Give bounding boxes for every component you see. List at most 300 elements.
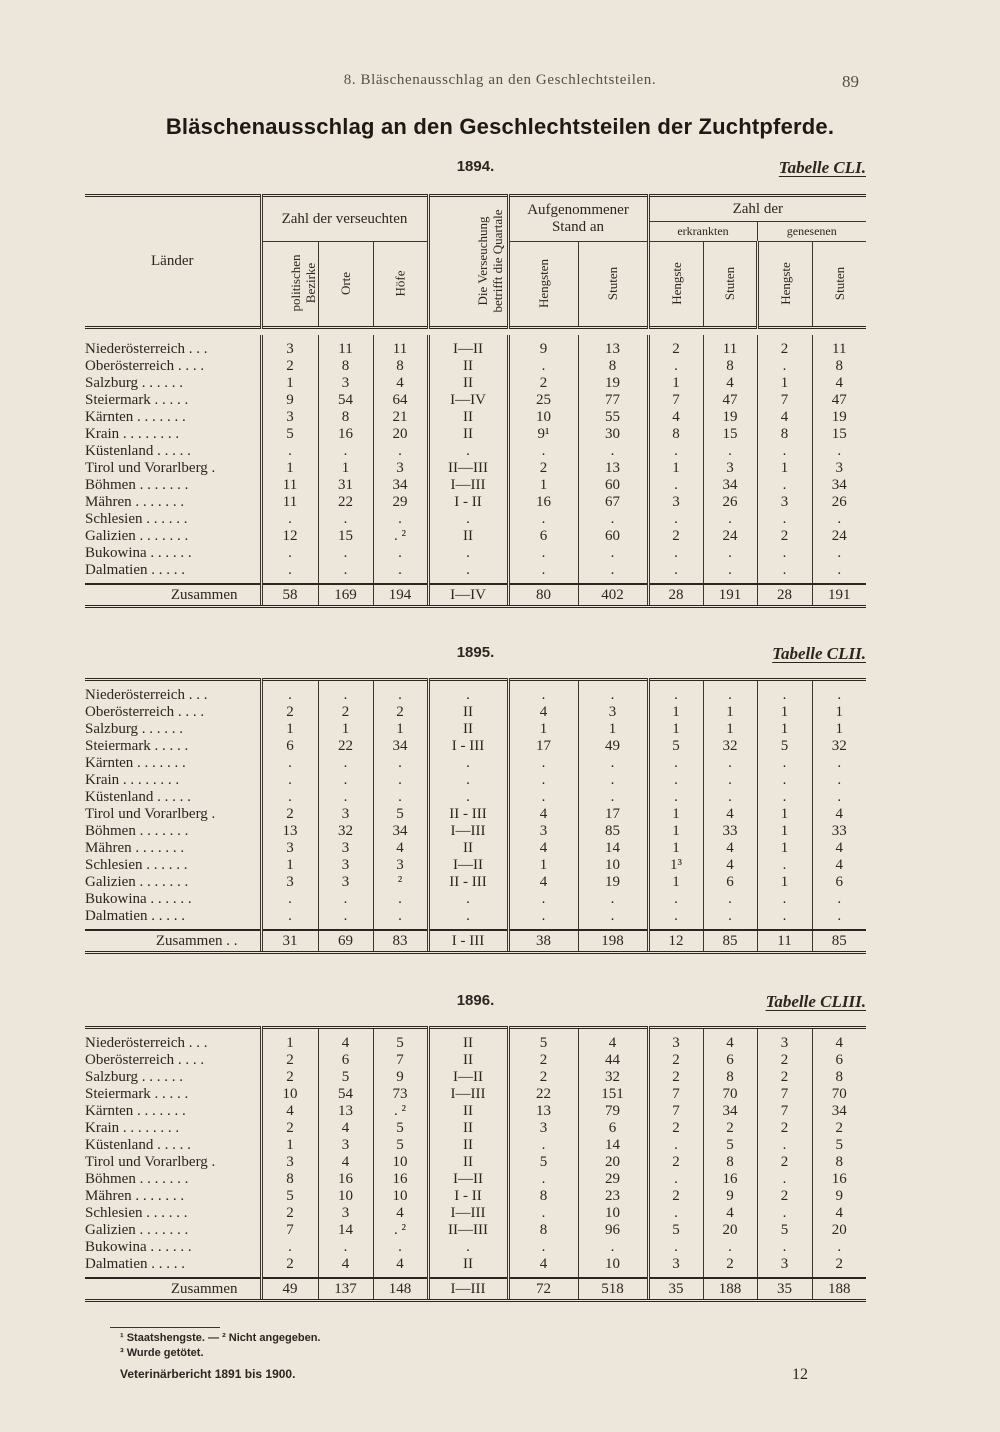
land-name: Schlesien . . . . . .	[85, 857, 188, 873]
land-name: Küstenland . . . . .	[85, 443, 191, 459]
table-cell: 13	[318, 1103, 373, 1120]
table-cell: 4	[703, 857, 757, 874]
table-cell: 33	[703, 823, 757, 840]
table-cell: .	[757, 477, 812, 494]
imprint: Veterinärbericht 1891 bis 1900.	[120, 1367, 296, 1381]
table-cell: 8	[757, 426, 812, 443]
table-cell: .	[648, 545, 703, 562]
header-genesene-stuten-text: Stuten	[831, 266, 847, 300]
table-cell: 3	[318, 1137, 373, 1154]
table-cell: 2	[703, 1256, 757, 1278]
table-cell: 26	[812, 494, 866, 511]
table-cell: 1	[508, 857, 578, 874]
table-cell: .	[757, 1137, 812, 1154]
table-cell: I - III	[428, 738, 508, 755]
table-cell: 32	[578, 1069, 648, 1086]
table-cell: 169	[318, 584, 373, 607]
table-cell: 3	[318, 857, 373, 874]
table-row	[85, 789, 866, 806]
table-cell: .	[648, 358, 703, 375]
table-cell: .	[261, 1239, 318, 1256]
table-cell: .	[648, 755, 703, 772]
table-cell: .	[812, 511, 866, 528]
land-name: Küstenland . . . . .	[85, 789, 191, 805]
table-cell: 3	[261, 335, 318, 358]
table-cell: .	[508, 511, 578, 528]
table-cell: II	[428, 1154, 508, 1171]
table-cell: 6	[508, 528, 578, 545]
table-row	[85, 443, 866, 460]
table-cell: 9	[373, 1069, 428, 1086]
table-cell: 1	[261, 375, 318, 392]
table-cell: 72	[508, 1278, 578, 1301]
land-name: Galizien . . . . . . .	[85, 528, 189, 544]
table-row	[85, 1028, 866, 1053]
table-cell: .	[703, 680, 757, 705]
table-cell: .	[373, 562, 428, 584]
table-cell: .	[703, 443, 757, 460]
table-cell: I—IV	[428, 392, 508, 409]
table-cell: 7	[261, 1222, 318, 1239]
table-cell: II—III	[428, 460, 508, 477]
table-cell: 2	[648, 1120, 703, 1137]
table-cell: .	[261, 562, 318, 584]
land-name: Schlesien . . . . . .	[85, 1205, 188, 1221]
land-name: Küstenland . . . . .	[85, 1137, 191, 1153]
land-name: Niederösterreich . . .	[85, 341, 208, 357]
table-cell: 194	[373, 584, 428, 607]
table-cell: 5	[508, 1154, 578, 1171]
table-cell: .	[261, 755, 318, 772]
table-cell: 1	[508, 721, 578, 738]
table-cell: .	[648, 772, 703, 789]
land-name: Oberösterreich . . . .	[85, 1052, 205, 1068]
table-cell: .	[373, 443, 428, 460]
table-cell: I—III	[428, 1086, 508, 1103]
table-cell: 28	[648, 584, 703, 607]
table-cell: 518	[578, 1278, 648, 1301]
table-cell: 14	[578, 840, 648, 857]
table-cell: 4	[508, 704, 578, 721]
table-cell: 5	[373, 1028, 428, 1053]
table-cell: 3	[373, 857, 428, 874]
header-quartale	[428, 196, 508, 328]
table-cell: 1	[508, 477, 578, 494]
table-row	[85, 1256, 866, 1278]
table-cell: 8	[578, 358, 648, 375]
table-cell: .	[703, 789, 757, 806]
table-cell: .	[261, 545, 318, 562]
table-row	[85, 562, 866, 584]
table-cell: 60	[578, 528, 648, 545]
land-name: Steiermark . . . . .	[85, 392, 189, 408]
table-cell: 2	[703, 1120, 757, 1137]
table-cell: .	[578, 1239, 648, 1256]
table-cell: II	[428, 1103, 508, 1120]
header-erkrankte-stuten	[703, 242, 757, 328]
table-cell: 16	[373, 1171, 428, 1188]
table-cell: 5	[373, 806, 428, 823]
table-cell: 15	[812, 426, 866, 443]
table-cell: I—II	[428, 1171, 508, 1188]
table-row	[85, 908, 866, 930]
table-cell: 2	[648, 335, 703, 358]
table-cell: 10	[373, 1188, 428, 1205]
table-cell: 3	[757, 1256, 812, 1278]
table-cell: 2	[508, 1052, 578, 1069]
table-cell: 3	[648, 1256, 703, 1278]
table-row	[85, 1222, 866, 1239]
land-name: Galizien . . . . . . .	[85, 1222, 189, 1238]
table-cell: 1	[261, 1028, 318, 1053]
table-cell: 1	[318, 721, 373, 738]
table-cell: 16	[812, 1171, 866, 1188]
table-cell: 13	[578, 335, 648, 358]
table-cell: .	[261, 891, 318, 908]
table-cell: I—III	[428, 477, 508, 494]
table-cell: I—II	[428, 857, 508, 874]
table-cell: 34	[812, 1103, 866, 1120]
table-cell: 4	[318, 1120, 373, 1137]
table-cell: .	[261, 511, 318, 528]
table-row	[85, 1052, 866, 1069]
land-name: Zusammen . .	[85, 930, 261, 953]
table-cell: II	[428, 721, 508, 738]
land-name: Mähren . . . . . . .	[85, 840, 185, 856]
header-stuten-text: Stuten	[605, 266, 621, 300]
table-cell: .	[703, 891, 757, 908]
table-cell: 5	[261, 426, 318, 443]
table-cell: 32	[812, 738, 866, 755]
table-cell: 58	[261, 584, 318, 607]
table-cell: 4	[757, 409, 812, 426]
table-cell: 3	[261, 1154, 318, 1171]
land-name: Bukowina . . . . . .	[85, 1239, 192, 1255]
table-cell: 3	[318, 874, 373, 891]
table-cell: .	[428, 562, 508, 584]
table-cell: 8	[261, 1171, 318, 1188]
table-cell: II—III	[428, 1222, 508, 1239]
table-cell: .	[812, 680, 866, 705]
land-name: Bukowina . . . . . .	[85, 891, 192, 907]
table-cell: 188	[812, 1278, 866, 1301]
table-cell: 2	[373, 704, 428, 721]
table-cell: .	[757, 772, 812, 789]
table-cell: 4	[812, 375, 866, 392]
table-row	[85, 721, 866, 738]
table-cell: 16	[318, 426, 373, 443]
table-cell: .	[508, 1137, 578, 1154]
table-cell: 31	[261, 930, 318, 953]
table-cell: .	[318, 443, 373, 460]
table-cell: 6	[703, 1052, 757, 1069]
table-cell: 1	[578, 721, 648, 738]
table-cell: 7	[373, 1052, 428, 1069]
header-genesene-hengste-text: Hengste	[777, 261, 793, 305]
table-cell: 3	[757, 494, 812, 511]
table-cell: 47	[812, 392, 866, 409]
table-cell: 9¹	[508, 426, 578, 443]
land-name: Krain . . . . . . . .	[85, 426, 180, 442]
table-cell: .	[578, 772, 648, 789]
table-cell: 4	[508, 874, 578, 891]
table-cell: .	[648, 1239, 703, 1256]
table-caption-1895	[85, 644, 866, 668]
table-cell: .	[508, 545, 578, 562]
table-cell: .	[578, 562, 648, 584]
table-cell: .	[508, 358, 578, 375]
table-cell: II	[428, 375, 508, 392]
table-cell: 13	[261, 823, 318, 840]
table-cell: .	[261, 443, 318, 460]
table-row	[85, 1188, 866, 1205]
table-cell: .	[578, 789, 648, 806]
table-cell: .	[812, 772, 866, 789]
table-cell: 4	[318, 1154, 373, 1171]
table-cell: 3	[508, 1120, 578, 1137]
table-cell: .	[318, 511, 373, 528]
header-genesene-stuten	[812, 242, 866, 328]
table-row	[85, 772, 866, 789]
table-cell: 24	[812, 528, 866, 545]
table-row	[85, 511, 866, 528]
table-row	[85, 426, 866, 443]
table-cell: 1	[757, 704, 812, 721]
table-cell: II	[428, 1256, 508, 1278]
table-cell: 34	[703, 1103, 757, 1120]
table-cell: .	[757, 1205, 812, 1222]
land-name: Bukowina . . . . . .	[85, 545, 192, 561]
table-cell: 34	[373, 823, 428, 840]
table-cell: 20	[578, 1154, 648, 1171]
table-cell: 10	[578, 1205, 648, 1222]
table-cell: .	[757, 1171, 812, 1188]
table-cell: I - II	[428, 494, 508, 511]
table-cell: .	[428, 908, 508, 930]
table-cell: 35	[757, 1278, 812, 1301]
table-cell: 5	[757, 1222, 812, 1239]
table-cell: .	[812, 443, 866, 460]
table-cell: 402	[578, 584, 648, 607]
table-cell: 69	[318, 930, 373, 953]
table-cell: 2	[812, 1120, 866, 1137]
table-cell: 15	[703, 426, 757, 443]
table-cell: 83	[373, 930, 428, 953]
table-cell: 5	[648, 738, 703, 755]
header-erkrankte-stuten-text: Stuten	[722, 266, 738, 300]
table-cell: .	[648, 511, 703, 528]
table-cell: 8	[812, 1069, 866, 1086]
header-genesenen: genesenen	[757, 222, 866, 242]
table-cell: .	[703, 772, 757, 789]
table-cell: .	[812, 755, 866, 772]
table-cell: I—III	[428, 1205, 508, 1222]
table-cell: 4	[578, 1028, 648, 1053]
table-cell: .	[578, 545, 648, 562]
table-cell: .	[373, 908, 428, 930]
table-cell: 4	[812, 840, 866, 857]
table-cell: 19	[578, 874, 648, 891]
table-cell: 85	[578, 823, 648, 840]
land-name: Salzburg . . . . . .	[85, 721, 184, 737]
table-cell: 1	[648, 874, 703, 891]
table-cell: 2	[648, 1052, 703, 1069]
table-cell: 55	[578, 409, 648, 426]
land-name: Zusammen	[85, 1278, 261, 1301]
table-cell: .	[812, 908, 866, 930]
table-cell: 2	[261, 806, 318, 823]
table-row	[85, 460, 866, 477]
table-row	[85, 1171, 866, 1188]
header-stuten	[578, 242, 648, 328]
table-cell: 3	[648, 1028, 703, 1053]
table-name: Tabelle CLI.	[778, 158, 866, 177]
table-cell: .	[318, 891, 373, 908]
table-cell: 1	[703, 721, 757, 738]
table-cell: .	[373, 1239, 428, 1256]
table-cell: 1	[373, 721, 428, 738]
table-cell: .	[261, 908, 318, 930]
table-cell: 32	[703, 738, 757, 755]
table-cell: .	[757, 562, 812, 584]
table-cell: 3	[318, 375, 373, 392]
footnote-line-2: ³ Wurde getötet.	[120, 1347, 204, 1359]
header-genesene-hengste	[757, 242, 812, 328]
land-name: Böhmen . . . . . . .	[85, 823, 189, 839]
land-name: Dalmatien . . . . .	[85, 908, 185, 924]
table-cell: .	[373, 772, 428, 789]
table-cell: .	[648, 1137, 703, 1154]
table-cell: .	[578, 755, 648, 772]
table-1896	[85, 1026, 866, 1302]
land-name: Niederösterreich . . .	[85, 687, 208, 703]
table-cell: I—IV	[428, 584, 508, 607]
table-cell: 1	[318, 460, 373, 477]
table-cell: 20	[703, 1222, 757, 1239]
land-name: Böhmen . . . . . . .	[85, 477, 189, 493]
table-cell: 8	[318, 358, 373, 375]
table-cell: 4	[703, 1028, 757, 1053]
table-row	[85, 494, 866, 511]
table-cell: 1	[757, 721, 812, 738]
table-cell: 7	[648, 1086, 703, 1103]
table-cell: .	[318, 908, 373, 930]
table-cell: .	[508, 789, 578, 806]
table-cell: 14	[578, 1137, 648, 1154]
table-cell: .	[648, 1205, 703, 1222]
table-cell: ²	[373, 874, 428, 891]
total-row	[85, 930, 866, 953]
table-cell: .	[373, 680, 428, 705]
table-cell: 13	[508, 1103, 578, 1120]
table-cell: 1	[648, 375, 703, 392]
table-cell: 80	[508, 584, 578, 607]
header-zahl-der: Zahl der	[648, 196, 866, 222]
table-cell: 70	[703, 1086, 757, 1103]
land-name: Dalmatien . . . . .	[85, 1256, 185, 1272]
table-cell: 1	[648, 806, 703, 823]
table-row	[85, 1154, 866, 1171]
header-hengsten	[508, 242, 578, 328]
table-cell: 3	[261, 874, 318, 891]
table-cell: .	[578, 891, 648, 908]
table-cell: 4	[373, 1205, 428, 1222]
running-head: 8. Bläschenausschlag an den Geschlechtsteilen.	[343, 72, 657, 88]
table-cell: . ²	[373, 1103, 428, 1120]
table-row	[85, 375, 866, 392]
table-cell: .	[648, 891, 703, 908]
table-cell: 3	[648, 494, 703, 511]
table-cell: .	[508, 908, 578, 930]
table-cell: 34	[703, 477, 757, 494]
table-cell: 1	[757, 874, 812, 891]
land-name: Steiermark . . . . .	[85, 738, 189, 754]
table-cell: .	[812, 1239, 866, 1256]
table-1894	[85, 335, 866, 608]
table-cell: 19	[703, 409, 757, 426]
table-cell: 34	[812, 477, 866, 494]
land-name: Schlesien . . . . . .	[85, 511, 188, 527]
table-cell: 8	[812, 358, 866, 375]
table-cell: .	[318, 1239, 373, 1256]
table-cell: .	[373, 891, 428, 908]
table-year: 1894.	[456, 158, 495, 175]
land-name: Salzburg . . . . . .	[85, 375, 184, 391]
table-cell: 17	[578, 806, 648, 823]
table-row	[85, 528, 866, 545]
table-cell: .	[428, 680, 508, 705]
table-cell: 29	[373, 494, 428, 511]
table-cell: 11	[812, 335, 866, 358]
table-cell: 44	[578, 1052, 648, 1069]
table-cell: 191	[812, 584, 866, 607]
table-cell: 2	[648, 1069, 703, 1086]
table-cell: I—III	[428, 823, 508, 840]
table-cell: .	[428, 891, 508, 908]
table-cell: 34	[373, 738, 428, 755]
table-cell: 2	[261, 358, 318, 375]
table-cell: 2	[757, 1052, 812, 1069]
table-cell: 3	[757, 1028, 812, 1053]
table-cell: 6	[812, 874, 866, 891]
table-cell: 10	[373, 1154, 428, 1171]
table-row	[85, 545, 866, 562]
table-cell: 1	[757, 840, 812, 857]
table-cell: 6	[578, 1120, 648, 1137]
table-cell: 2	[757, 1120, 812, 1137]
table-cell: .	[508, 755, 578, 772]
table-cell: .	[261, 772, 318, 789]
signature-mark: 12	[792, 1366, 808, 1383]
table-cell: 79	[578, 1103, 648, 1120]
table-row	[85, 1239, 866, 1256]
table-cell: 9	[508, 335, 578, 358]
table-cell: .	[508, 443, 578, 460]
table-cell: 2	[648, 528, 703, 545]
table-cell: 1	[261, 460, 318, 477]
table-cell: .	[318, 562, 373, 584]
land-name: Oberösterreich . . . .	[85, 358, 205, 374]
table-row	[85, 755, 866, 772]
total-row	[85, 1278, 866, 1301]
table-cell: 34	[373, 477, 428, 494]
table-row	[85, 1205, 866, 1222]
table-cell: 5	[373, 1120, 428, 1137]
table-cell: 5	[757, 738, 812, 755]
table-cell: 2	[261, 1069, 318, 1086]
table-cell: 2	[261, 1256, 318, 1278]
table-cell: .	[578, 511, 648, 528]
